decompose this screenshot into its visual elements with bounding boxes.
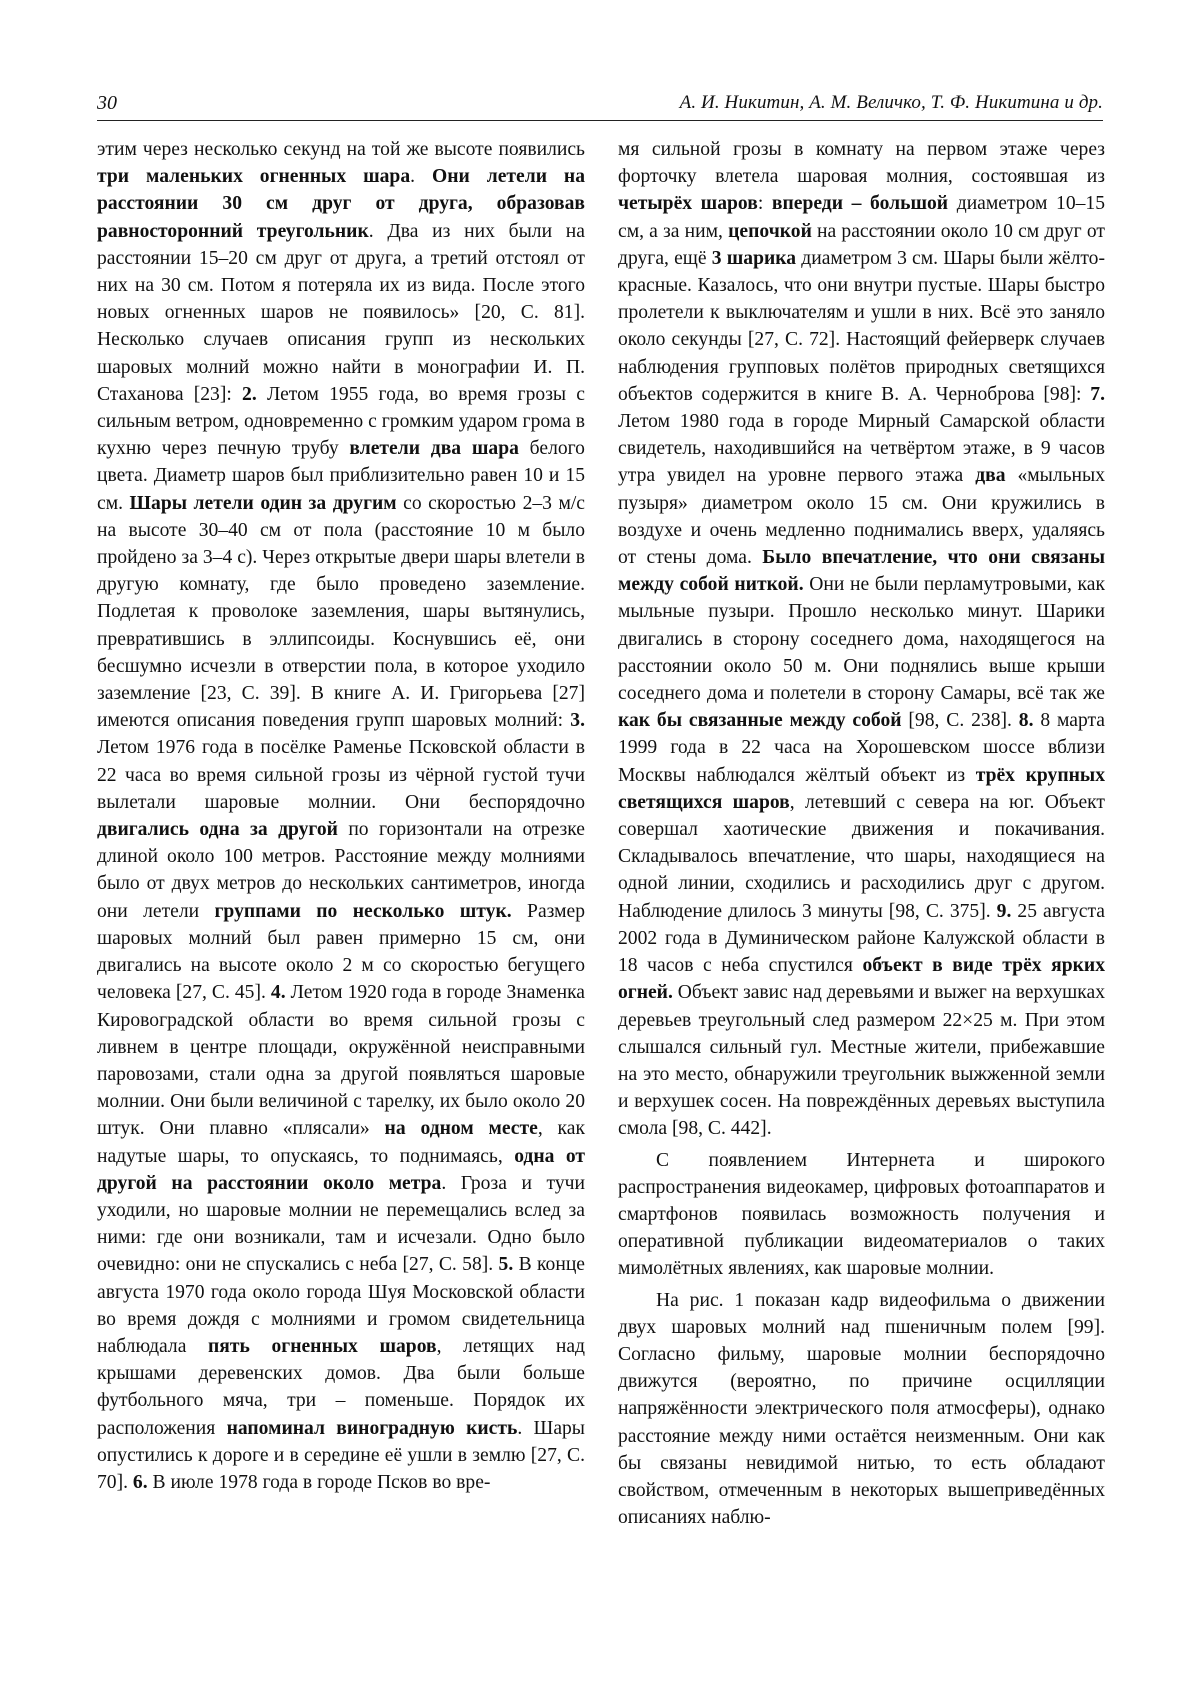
right_column_p1-bold-19: трёх крупных светящихся шаров <box>618 764 1105 813</box>
left_column-text-16: Размер шаровых молний был равен примерно 15 см, они двигались на высоте около 2 м со скоростью бегущего человека [27, С. 45]. <box>97 900 585 1004</box>
right_column_p1-text-8: диаметром 3 см. Шары были жёлто-красные. Казалось, что они внутри пустые. Шары быстро пролетели к выключателям и ушли в них. Всё это заняло около секунды [27, С. 72]. Настоящий фейерверк случаев наблюдения групповых полётов природных светящихся объектов содержится в книге В. А. Черноброва [98]: <box>618 247 1106 405</box>
right_column_p1-text-4: диаметром 10–15 см, а за ним, <box>618 193 1106 242</box>
left_column-bold-1: три маленьких огненных шара <box>97 166 411 188</box>
right_column_p1-bold-3: впереди – большой <box>771 193 949 215</box>
paragraph-internet: С появлением Интернета и широкого распространения видеокамер, цифровых фотоаппаратов и смартфонов появилась возможность получения и оперативной публикации видеоматериалов о таких мимолётных явлениях, как шаровые молнии. <box>618 1149 1105 1280</box>
left-column <box>97 136 585 1496</box>
page-number: 30 <box>97 92 117 114</box>
right_column_p1-bold-17: 8. <box>1018 710 1034 732</box>
paragraph-continued-right <box>618 136 1105 1143</box>
right_column_p1-bold-23: объект в виде трёх ярких огней. <box>618 955 1105 1004</box>
running-title-authors: А. И. Никитин, А. М. Величко, Т. Ф. Никитина и др. <box>679 92 1103 113</box>
left_column-bold-25: пять огненных шаров <box>208 1335 437 1357</box>
left_column-text-28: . Шары опустились к дороге и в середине её ушли в землю [27, С. 70]. <box>97 1417 585 1493</box>
right_column_p1-bold-15: как бы связанные между собой <box>618 710 902 732</box>
left_column-bold-17: 4. <box>270 982 286 1004</box>
left_column-bold-3: Они летели на расстоянии 30 см друг от друга, образовав равносторонний треугольник <box>97 166 586 242</box>
right_column_p1-text-22: 25 августа 2002 года в Думиничеcком районе Калужской области в 18 часов с неба спустился <box>618 900 1105 977</box>
left_column-text-2: . <box>410 166 432 188</box>
right_column_p1-bold-11: два <box>975 465 1006 487</box>
right_column_p1-text-16: [98, С. 238]. <box>901 710 1019 732</box>
left_column-bold-27: напоминал виноградную кисть <box>226 1417 518 1439</box>
left_column-text-18: Летом 1920 года в городе Знаменка Кировоградской области во время сильной грозы с ливнем в центре площади, окружённой неисправными паровозами, стали одна за другой появляться шаровые молнии. Они были величиной с тарелку, их было около 20 штук. Они плавно «плясали» <box>97 982 585 1140</box>
left_column-bold-21: одна от другой на расстоянии около метра <box>97 1145 586 1194</box>
left_column-bold-19: на одном месте <box>384 1118 538 1140</box>
right_column_p1-text-20: , летевший с севера на юг. Объект совершал хаотические движения и покачивания. Складывалось впечатление, что шары, находящиеся на одной линии, сходились и расходились друг с другом. Наблюдение длилось 3 минуты [98, С. 375]. <box>618 791 1105 922</box>
right_column_p1-bold-21: 9. <box>996 900 1012 922</box>
right_column_p1-text-24: Объект завис над деревьями и выжег на верхушках деревьев треугольный след размером 22×25 м. При этом слышался сильный гул. Местные жители, прибежавшие на это место, обнаружили треугольник выжженной земли и верхушек сосен. На повреждённых деревьях выступила смола [98, С. 442]. <box>618 982 1105 1140</box>
left_column-text-4: . Два из них были на расстоянии 15–20 см друг от друга, а третий отстоял от них на 30 см. Потом я потеряла их из вида. После этого новых огненных шаров не появилось» [20, С. 81]. Несколько случаев описания групп из нескольких шаровых молний можно найти в монографии И. П. Стаханова [23]: <box>97 220 585 405</box>
paragraph-continued <box>97 136 585 1496</box>
left_column-text-6: Летом 1955 года, во время грозы с сильным ветром, одновременно с громким ударом грома в кухню через печную трубу <box>97 383 585 460</box>
right_column_p1-bold-1: четырёх шаров <box>618 193 758 215</box>
left_column-text-26: , летящих над крышами деревенских домов. Два были больше футбольного мяча, три – поменьше. Порядок их расположения <box>97 1335 586 1439</box>
left_column-bold-7: влетели два шара <box>349 438 519 460</box>
right_column_p1-bold-13: Было впечатление, что они связаны между собой ниткой. <box>618 547 1105 596</box>
left_column-text-20: , как надутые шары, то опускаясь, то поднимаясь, <box>97 1118 585 1167</box>
paragraph-figure-ref: На рис. 1 показан кадр видеофильма о движении двух шаровых молний над пшеничным полем [99]. Согласно фильму, шаровые молнии беспорядочно движутся (вероятно, по причине осцилляции напряжённости электрического поля атмосферы), однако расстояние между ними остаётся неизменным. Они как бы связаны невидимой нитью, то есть обладают свойством, отмеченным в некоторых вышеприведённых описаниях наблю- <box>618 1289 1105 1529</box>
left_column-bold-13: двигались одна за другой <box>97 819 338 841</box>
right_column_p1-text-10: Летом 1980 года в городе Мирный Самарской области свидетель, находившийся на четвёртом этаже, в 9 часов утра увидел на уровне первого этажа <box>618 411 1105 487</box>
running-header <box>97 88 1103 121</box>
right_column_p1-text-14: Они не были перламутровыми, как мыльные пузыри. Прошло несколько минут. Шарики двигались в сторону соседнего дома, находящегося на расстоянии около 50 м. Они поднялись выше крыши соседнего дома и полетели в сторону Самары, всё так же <box>618 574 1105 705</box>
left_column-bold-11: 3. <box>570 710 585 732</box>
right_column_p1-text-2: : <box>757 193 772 215</box>
left_column-bold-15: группами по несколько штук. <box>214 900 512 922</box>
left_column-text-10: со скоростью 2–3 м/с на высоте 30–40 см от пола (расстояние 10 м было пройдено за 3–4 с). Через открытые двери шары влетели в другую комнату, где было проведено заземление. Подлетая к проволоке заземления, шары вытянулись, превратившись в эллипсоиды. Коснувшись её, они бесшумно исчезли в отверстии пола, в которое уходило заземление [23, С. 39]. В книге А. И. Григорьева [27] имеются описания поведения групп шаровых молний: <box>97 492 586 732</box>
left_column-text-8: белого цвета. Диаметр шаров был приблизительно равен 10 и 15 см. <box>97 438 585 514</box>
left_column-text-14: по горизонтали на отрезке длиной около 100 метров. Расстояние между молниями было от двух метров до нескольких сантиметров, иногда они летели <box>97 819 585 922</box>
right-column <box>618 136 1105 1531</box>
right_column_p1-bold-5: цепочкой <box>728 220 812 242</box>
right_column_p1-text-0: мя сильной грозы в комнату на первом этаже через форточку влетела шаровая молния, состоявшая из <box>618 139 1105 188</box>
left_column-text-24: В конце августа 1970 года около города Шуя Московской области во время дождя с молниями и громом свидетельница наблюдала <box>97 1254 585 1357</box>
right_column_p1-bold-9: 7. <box>1090 383 1105 405</box>
left_column-bold-29: 6. <box>132 1471 148 1493</box>
left_column-text-0: этим через несколько секунд на той же высоте появились <box>97 139 585 160</box>
right_column_p1-bold-7: 3 шарика <box>711 247 797 269</box>
left_column-bold-5: 2. <box>242 383 257 405</box>
left_column-text-30: В июле 1978 года в городе Псков во вре- <box>147 1471 491 1493</box>
left_column-text-22: . Гроза и тучи уходили, но шаровые молнии не перемещались вслед за ними: где они возникали, там и исчезали. Одно было очевидно: они не спускались с неба [27, С. 58]. <box>97 1172 585 1276</box>
left_column-text-12: Летом 1976 года в посёлке Раменье Псковской области в 22 часа во время сильной грозы из чёрной густой тучи вылетали шаровые молнии. Они беспорядочно <box>97 737 585 813</box>
left_column-bold-9: Шары летели один за другим <box>129 492 397 514</box>
right_column_p1-text-6: на расстоянии около 10 см друг от друга, ещё <box>618 220 1105 269</box>
left_column-bold-23: 5. <box>498 1254 514 1276</box>
right_column_p1-text-12: «мыльных пузыря» диаметром около 15 см. Они кружились в воздухе и очень медленно поднимались вверх, удаляясь от стены дома. <box>618 465 1105 569</box>
right_column_p1-text-18: 8 марта 1999 года в 22 часа на Хорошевском шоссе вблизи Москвы наблюдался жёлтый объект из <box>618 710 1105 786</box>
